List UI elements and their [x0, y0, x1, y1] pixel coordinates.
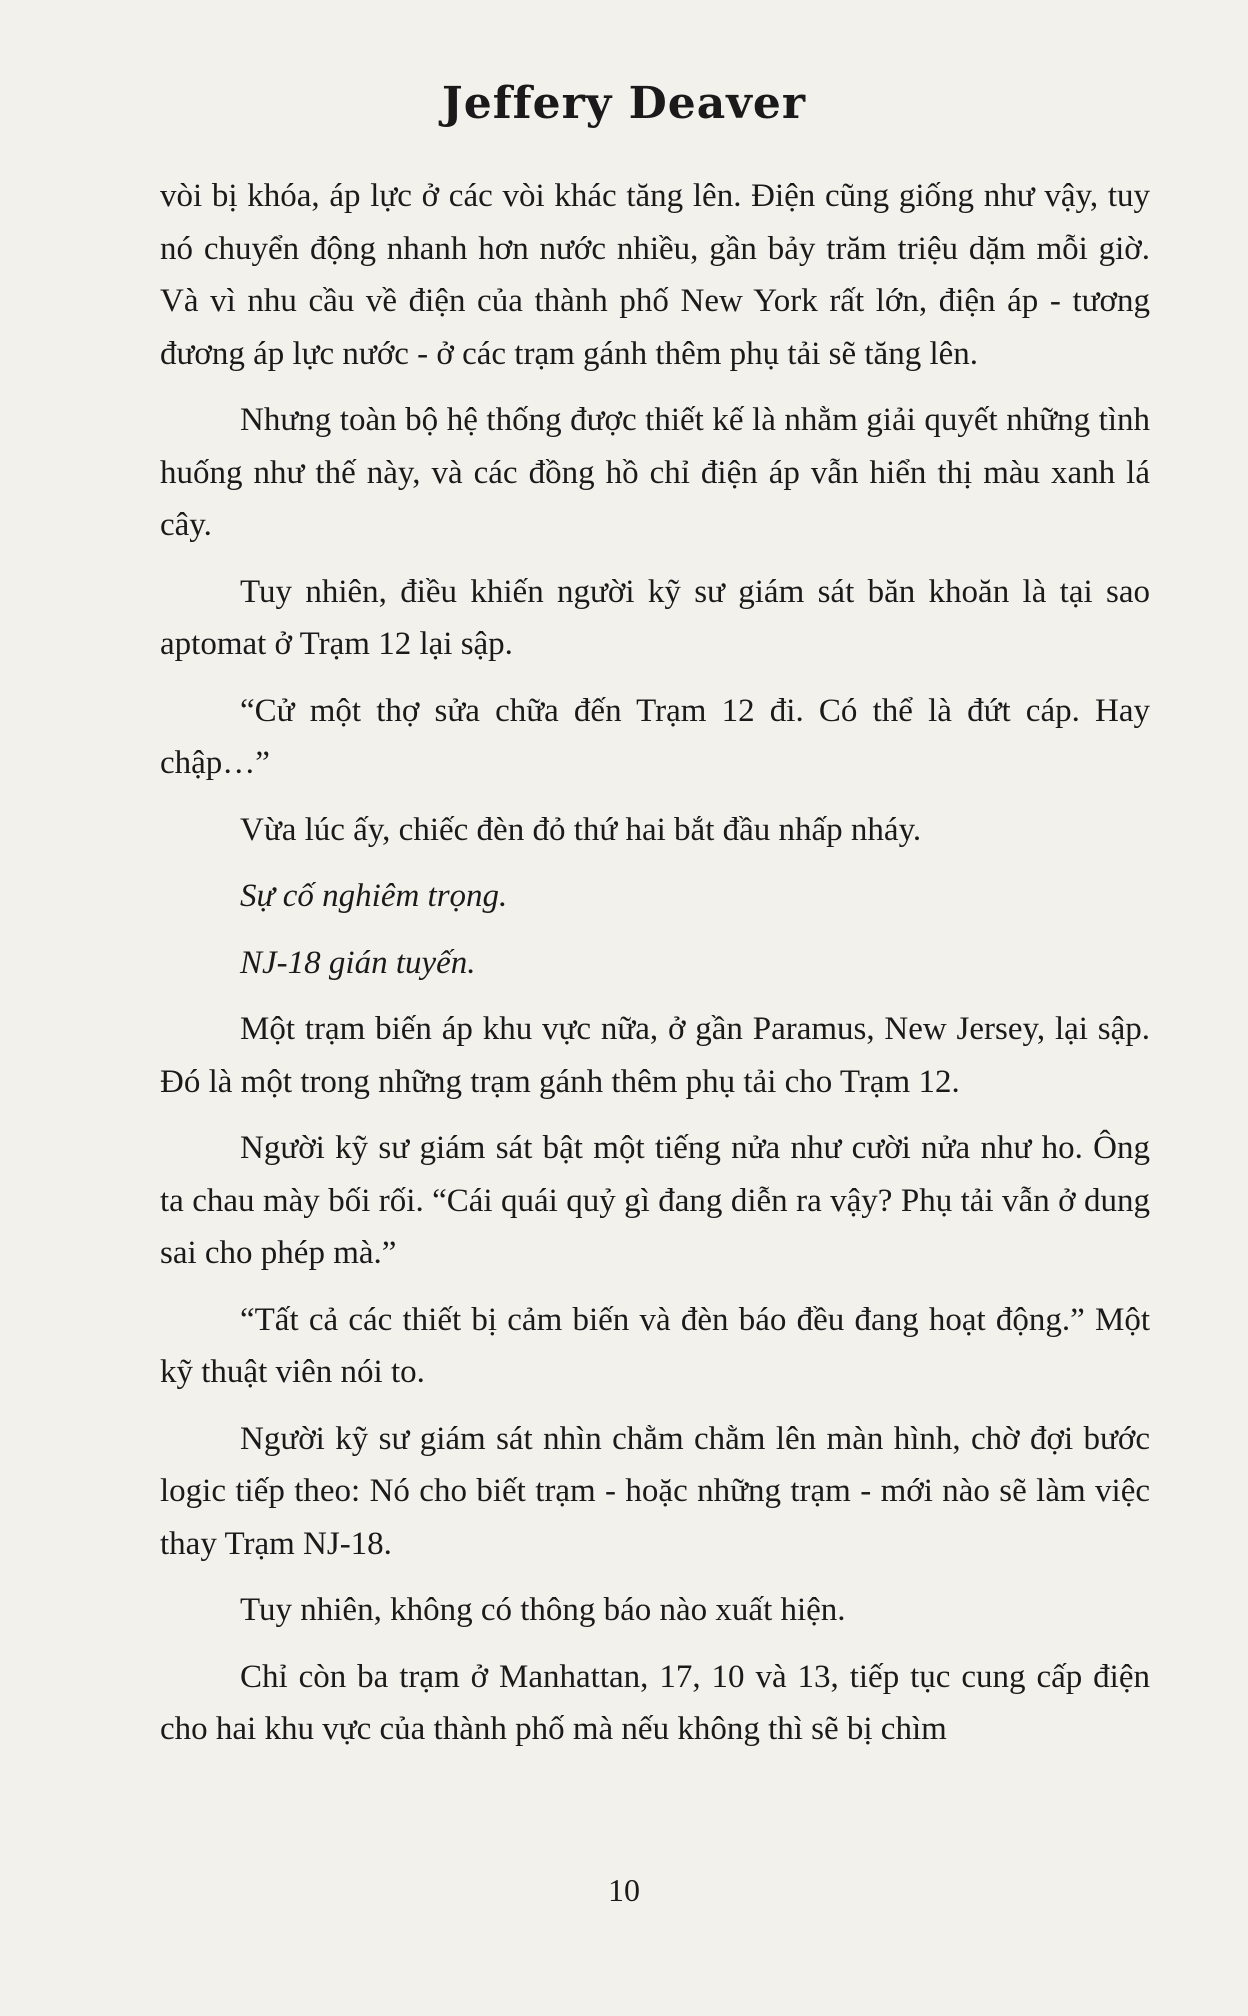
paragraph: Tuy nhiên, không có thông báo nào xuất hiện. — [240, 1592, 846, 1628]
paragraph: Tuy nhiên, điều khiến người kỹ sư giám sát băn khoăn là tại sao aptomat ở Trạm 12 lại sập. — [160, 573, 1150, 662]
paragraph: “Cử một thợ sửa chữa đến Trạm 12 đi. Có thể là đứt cáp. Hay chập…” — [160, 692, 1150, 781]
paragraph: “Tất cả các thiết bị cảm biến và đèn báo đều đang hoạt động.” Một kỹ thuật viên nói to. — [160, 1301, 1150, 1390]
page-body — [160, 170, 1150, 1770]
paragraph: Người kỹ sư giám sát bật một tiếng nửa như cười nửa như ho. Ông ta chau mày bối rối. “Cái quái quỷ gì đang diễn ra vậy? Phụ tải vẫn ở dung sai cho phép mà.” — [160, 1130, 1150, 1271]
paragraph: Một trạm biến áp khu vực nữa, ở gần Paramus, New Jersey, lại sập. Đó là một trong những trạm gánh thêm phụ tải cho Trạm 12. — [160, 1011, 1150, 1100]
paragraph-italic: Sự cố nghiêm trọng. — [240, 878, 508, 914]
page-number: 10 — [608, 1872, 640, 1908]
paragraph-italic: NJ-18 gián tuyến. — [240, 944, 476, 981]
running-header: Jeffery Deaver — [441, 78, 807, 129]
paragraph: Vừa lúc ấy, chiếc đèn đỏ thứ hai bắt đầu nhấp nháy. — [240, 811, 922, 848]
paragraph: Nhưng toàn bộ hệ thống được thiết kế là nhằm giải quyết những tình huống như thế này, và các đồng hồ chỉ điện áp vẫn hiển thị màu xanh lá cây. — [160, 402, 1150, 543]
paragraph: Người kỹ sư giám sát nhìn chằm chằm lên màn hình, chờ đợi bước logic tiếp theo: Nó cho biết trạm - hoặc những trạm - mới nào sẽ làm việc thay Trạm NJ-18. — [160, 1420, 1150, 1562]
paragraph: Chỉ còn ba trạm ở Manhattan, 17, 10 và 13, tiếp tục cung cấp điện cho hai khu vực của thành phố mà nếu không thì sẽ bị chìm — [160, 1658, 1150, 1747]
paragraph: vòi bị khóa, áp lực ở các vòi khác tăng lên. Điện cũng giống như vậy, tuy nó chuyển động nhanh hơn nước nhiều, gần bảy trăm triệu dặm mỗi giờ. Và vì nhu cầu về điện của thành phố New York rất lớn, điện áp - tương đương áp lực nước - ở các trạm gánh thêm phụ tải sẽ tăng lên. — [160, 178, 1150, 372]
